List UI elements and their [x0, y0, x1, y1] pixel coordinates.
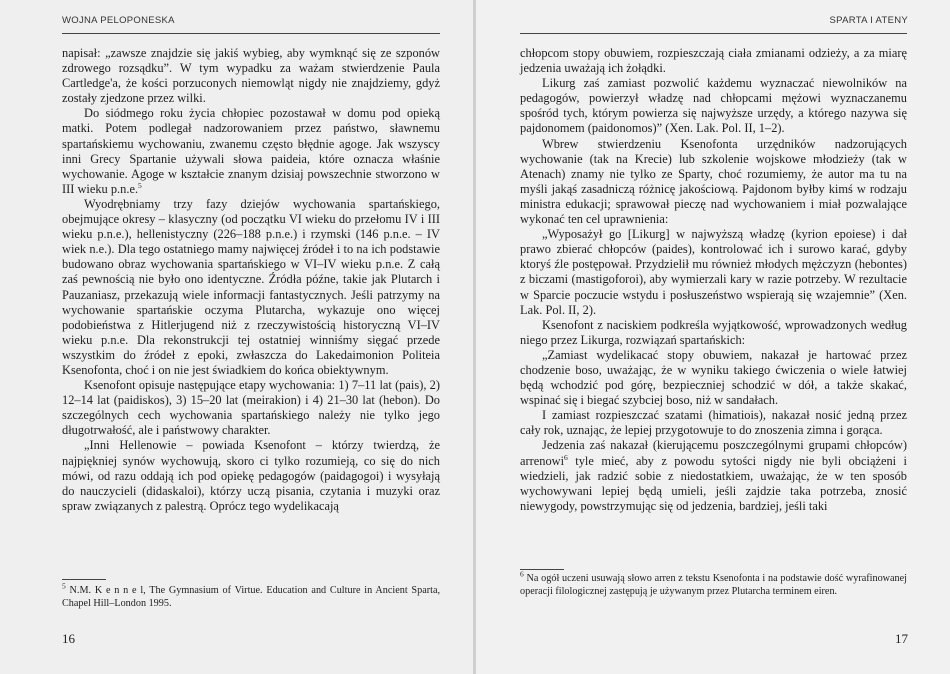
right-paragraph-1: chłopcom stopy obuwiem, rozpieszczają ciała zmianami odzieży, a za miarę jedzenia uważają ich żołądki. [520, 46, 907, 76]
left-paragraph-4: Ksenofont opisuje następujące etapy wychowania: 1) 7–11 lat (pais), 2) 12–14 lat (paidiskos), 3) 15–20 lat (meirakion) i 4) 21–30 lat (hebon). Do szczególnych cech wychowania spartańskiego należy nie tylko jego długotrwałość, ale i państwowy charakter. [62, 378, 440, 438]
right-paragraph-5: Ksenofont z naciskiem podkreśla wyjątkowość, wprowadzonych według niego przez Likurga, rozwiązań spartańskich: [520, 317, 907, 347]
left-paragraph-5: „Inni Hellenowie – powiada Ksenofont – którzy twierdzą, że najpiękniej synów wychowują, skoro ci tylko rozumieją, co się do nich mówi, od razu oddają ich pod opiekę pedagogów (paidagogoi) i wysyłają do nauczycieli (didaskaloi), którzy uczą pisania, czytania i muzyki oraz spraw związanych z palestrą. Oprócz tego wydelikacają [62, 438, 440, 513]
left-page-number: 16 [62, 631, 75, 646]
footnote-number-6: 6 [520, 569, 524, 579]
right-running-head: SPARTA I ATENY [829, 15, 908, 26]
right-paragraph-3: Wbrew stwierdzeniu Ksenofonta urzędników nadzorujących wychowanie (tak na Krecie) lub szkolenie wojskowe młodzieży (tak w Atenach) znamy nie tylko ze Sparty, choć rozumiemy, że autor ma tu na myśli jakąś zasadniczą różnicę jakościową. Pajdonom byłby kimś w rodzaju ministra edukacji; sprawował pieczę nad wychowaniem i miał pozwalające wykonać ten cel uprawnienia: [520, 136, 907, 227]
left-footnote-text: N.M. K e n n e l, The Gymnasium of Virtue. Education and Culture in Ancient Sparta, Chapel Hill–London 1995. [62, 585, 441, 609]
right-paragraph-6: „Zamiast wydelikacać stopy obuwiem, nakazał je hartować przez chodzenie boso, uważając, że w wyniku takiego ćwiczenia o wiele łatwiej będą wchodzić pod górę, bezpieczniej schodzić w dół, a także skakać, wspinać się i biegać szybciej boso, niż w sandałach. [520, 347, 907, 408]
footnote-number-5: 5 [62, 581, 66, 591]
right-paragraph-4: „Wyposażył go [Likurg] w najwyższą władzę (kyrion epoiese) i dał prawo zbierać chłopców (paides), kontrolować ich i surowo karać, gdyby ktoryś źle postępował. Przydzielił mu również młodych mężczyzn (hebontes) z biczami (mastigoforoi), aby wymierzali kary w razie potrzeby. W rezultacie w Sparcie poczucie wstydu i posłuszeństwo wspierają się wzajemnie” (Xen. Lak. Pol. II, 2). [520, 227, 907, 317]
right-paragraph-8-text-after: tyle mieć, aby z powodu sytości nigdy nie byli obciążeni i wiedzieli, jak radzić sobie z niedostatkiem, uważając, że w ten sposób wychowywani lepiej będą umieli, jeśli zajdzie taka potrzeba, znosić niewygody, powstrzymując się od jedzenia, bardziej, jeśli taki [520, 453, 907, 513]
right-paragraph-7: I zamiast rozpieszczać szatami (himatiois), nakazał nosić jedną przez cały rok, uznając, że lepiej przygotowuje to do znoszenia zimna i gorąca. [520, 408, 907, 438]
left-paragraph-2 [62, 106, 440, 197]
left-footnote [62, 581, 441, 610]
left-paragraph-2-text: Do siódmego roku życia chłopiec pozostawał w domu pod opieką matki. Potem podlegał nadzorowaniem przez państwo, sławnemu spartańskiemu wychowaniu, zwanemu często błędnie agoge. Jak wszyscy inni Grecy Spartanie używali słowa paideia, które oznacza właśnie wychowanie. Agoge w kształcie znanym dzisiaj powszechnie stworzono w III wieku p.n.e. [62, 106, 440, 196]
right-paragraph-8 [520, 438, 907, 513]
left-running-head: WOJNA PELOPONESKA [62, 15, 175, 26]
left-text-block [62, 46, 440, 514]
right-page [476, 0, 950, 674]
left-paragraph-3: Wyodrębniamy trzy fazy dziejów wychowania spartańskiego, obejmujące okresy – klasyczny (od początku VI wieku do przełomu IV i III wieku p.n.e.), hellenistyczny (226–188 p.n.e.) i rzymski (146 p.n.e. – IV wiek n.e.). Dla tego ostatniego mamy najwięcej źródeł i to na ich podstawie budowano obraz wychowania spartańskiego w VI–IV wieku p.n.e. Z całą zaś pewnością nie było ono identyczne. Źródła późne, takie jak Plutarch i Pauzaniasz, przekazują wiele informacji fantastycznych. Jeśli patrzymy na wychowanie spartańskie oczyma Plutarcha, wykazuje ono więcej podobieństwa z Hitlerjugend niż z rzeczywistością historyczną VI–IV wieku p.n.e. Dla rekonstrukcji tej ostatniej winniśmy sięgać przede wszystkim do źródeł z epoki, zwłaszcza do Lakedaimonion Politeia Ksenofonta, choć i on nie jest świadkiem do końca obiektywnym. [62, 196, 440, 377]
left-paragraph-1: napisał: „zawsze znajdzie się jakiś wybieg, aby wymknąć się ze szponów zdrowego rozsądku”. W tym wypadku za ważam stwierdzenie Paula Cartledge'a, że kości porzuconych niemowląt nigdy nie znajdziemy, gdyż zostały zjedzone przez wilki. [62, 46, 440, 106]
right-head-rule [520, 33, 907, 34]
footnote-ref-5: 5 [138, 180, 142, 190]
left-head-rule [62, 33, 440, 34]
right-footnote-rule [520, 569, 564, 570]
footnote-ref-6: 6 [564, 452, 568, 462]
right-page-number: 17 [895, 631, 908, 646]
left-footnote-rule [62, 579, 106, 580]
right-paragraph-2: Likurg zaś zamiast pozwolić każdemu wyznaczać niewolników na pedagogów, powierzył władzę nad chłopcami mężowi wyznaczanemu spośród tych, którym powierza się najwyższe urzędy, a którego nazywa się pajdonomem (paidonomos)” (Xen. Lak. Pol. II, 1–2). [520, 76, 907, 136]
right-footnote [520, 569, 907, 598]
right-footnote-text: Na ogół uczeni usuwają słowo arren z tekstu Ksenofonta i na podstawie dość wyrafinowanej operacji filologicznej zastępują je używanym przez Plutarcha terminem eiren. [520, 573, 907, 597]
right-text-block [520, 46, 907, 514]
left-page [0, 0, 474, 674]
right-paragraph-8-text: Jedzenia zaś nakazał (kierującemu poszczególnymi grupami chłopców) arrenowi [520, 438, 907, 468]
